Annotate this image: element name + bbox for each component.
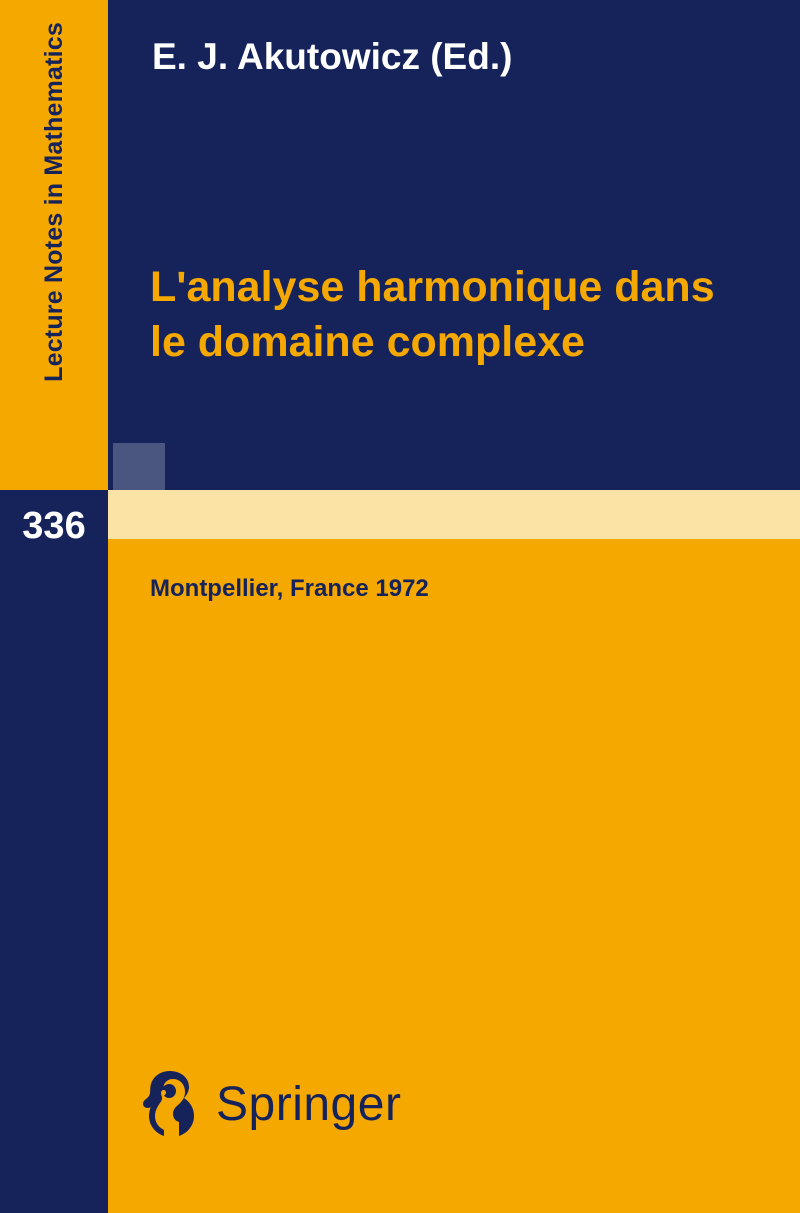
series-label-text: Lecture Notes in Mathematics [39, 22, 68, 382]
series-number-badge [0, 490, 108, 562]
springer-knight-icon [140, 1068, 202, 1140]
spine-bottom-band [0, 490, 108, 1213]
series-number-text: 336 [22, 505, 86, 547]
pale-divider-band [108, 490, 800, 539]
author-name: E. J. Akutowicz (Ed.) [152, 36, 513, 77]
series-label [0, 0, 108, 490]
accent-block [113, 443, 165, 490]
publisher [140, 1068, 401, 1140]
book-title: L'analyse harmonique dans le domaine complexe [150, 263, 715, 367]
conference-venue: Montpellier, France 1972 [150, 575, 429, 602]
publisher-name: Springer [216, 1077, 402, 1131]
